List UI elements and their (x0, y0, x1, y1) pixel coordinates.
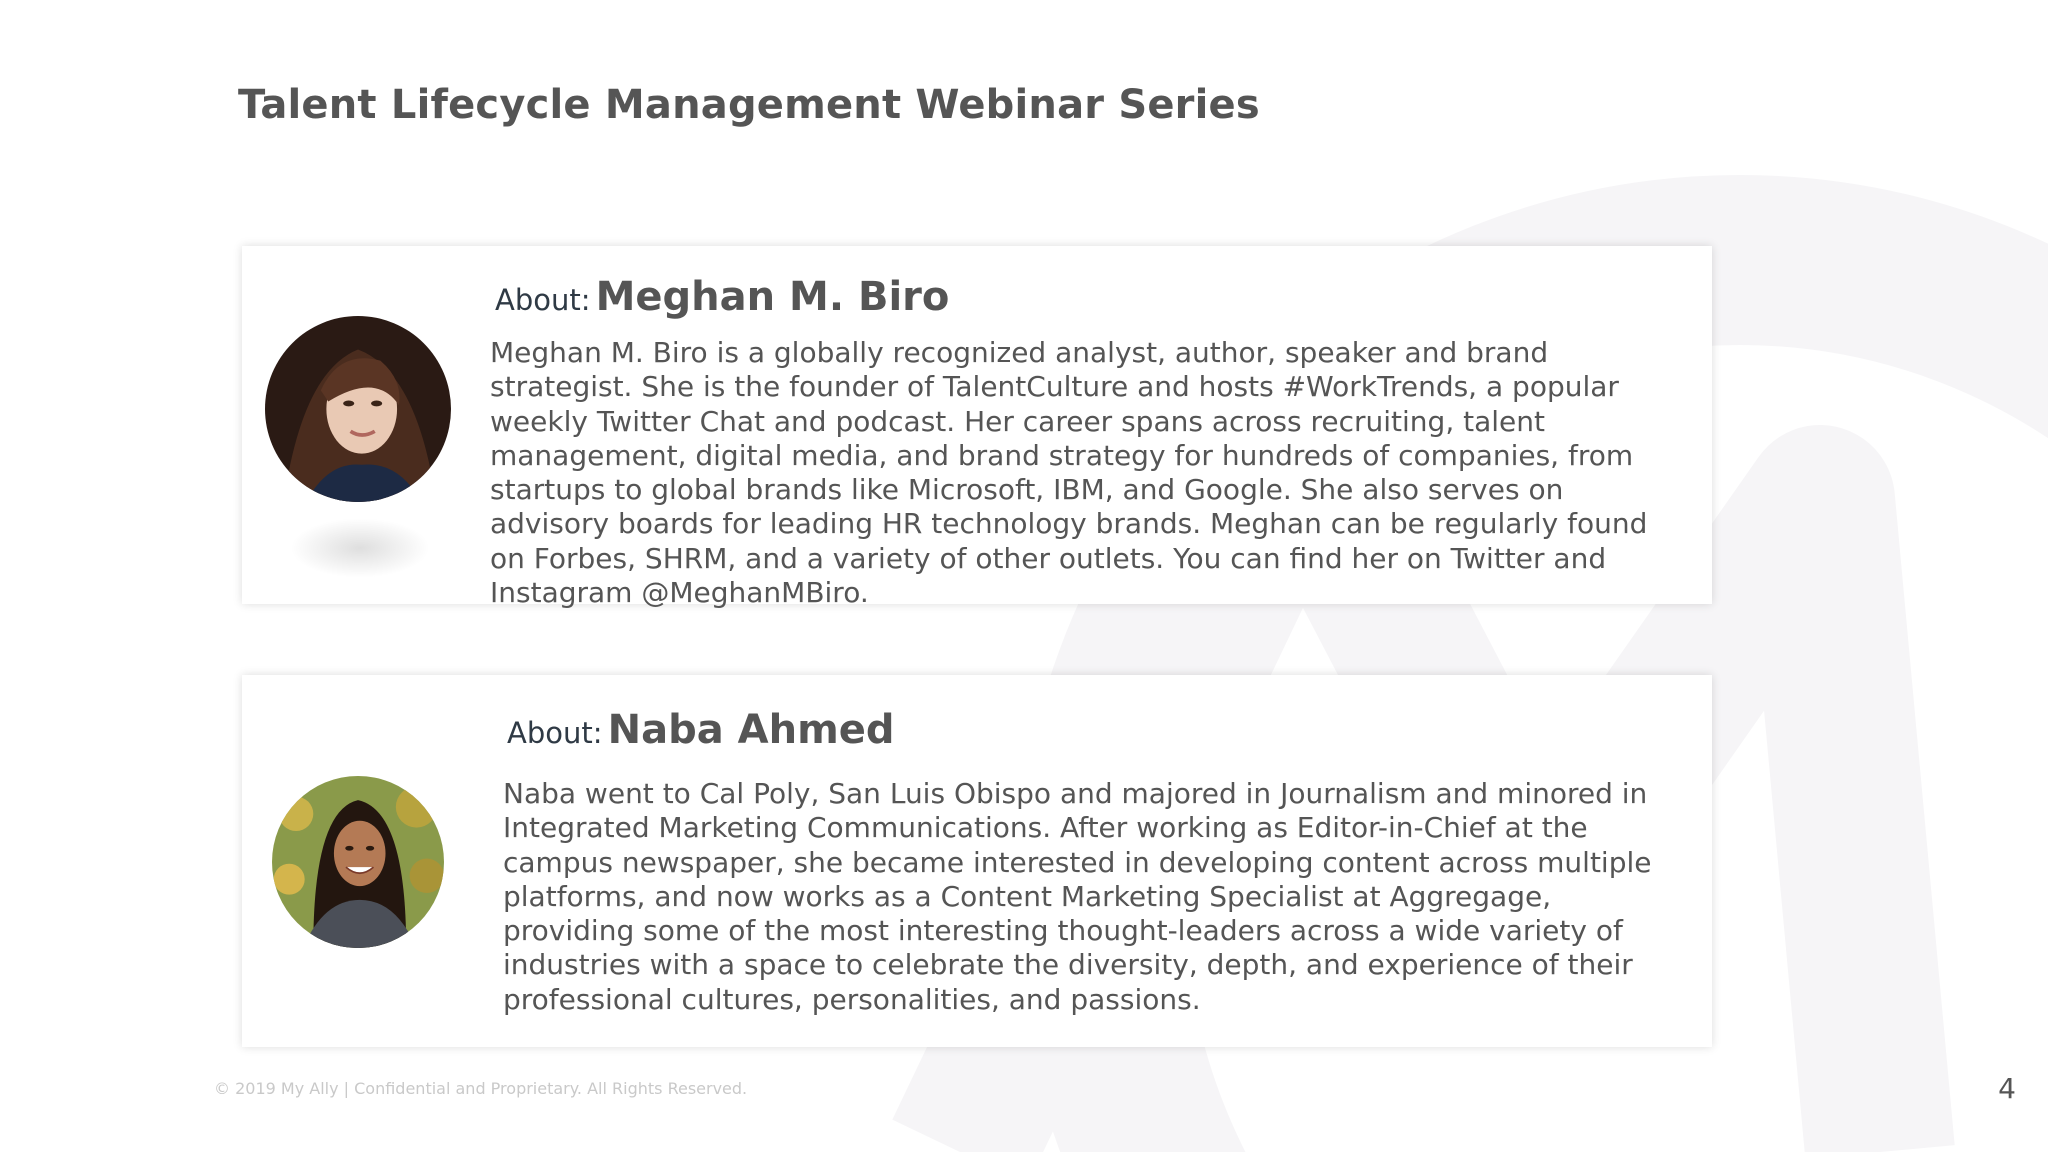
avatar (265, 316, 451, 502)
avatar-shadow (290, 518, 430, 578)
speaker-name: Naba Ahmed (607, 707, 895, 753)
speaker-heading (495, 274, 949, 320)
person-photo-icon (265, 316, 451, 502)
speaker-name: Meghan M. Biro (595, 274, 950, 320)
about-label: About: (495, 283, 591, 317)
speaker-heading (507, 707, 895, 753)
person-photo-icon (272, 776, 444, 948)
speaker-bio: Naba went to Cal Poly, San Luis Obispo and majored in Journalism and minored in Integrated Marketing Communications. After working as Editor-in-Chief at the campus newspaper, she became interested in developing content across multiple platforms, and now works as a Content Marketing Specialist at Aggregage, providing some of the most interesting thought-leaders across a wide variety of industries with a space to celebrate the diversity, depth, and experience of their professional cultures, personalities, and passions. (503, 777, 1652, 1016)
avatar (272, 776, 444, 948)
speaker-bio: Meghan M. Biro is a globally recognized analyst, author, speaker and brand strategist. She is the founder of TalentCulture and hosts #WorkTrends, a popular weekly Twitter Chat and podcast. Her career spans across recruiting, talent management, digital media, and brand strategy for hundreds of companies, from startups to global brands like Microsoft, IBM, and Google. She also serves on advisory boards for leading HR technology brands. Meghan can be regularly found on Forbes, SHRM, and a variety of other outlets. You can find her on Twitter and Instagram @MeghanMBiro. (490, 336, 1648, 610)
footer-copyright: © 2019 My Ally | Confidential and Proprietary. All Rights Reserved. (214, 1079, 748, 1098)
speaker-card (242, 675, 1712, 1047)
speaker-card (242, 246, 1712, 610)
about-label: About: (507, 716, 603, 750)
page-number: 4 (1998, 1072, 2016, 1105)
slide-title: Talent Lifecycle Management Webinar Series (238, 82, 1260, 128)
